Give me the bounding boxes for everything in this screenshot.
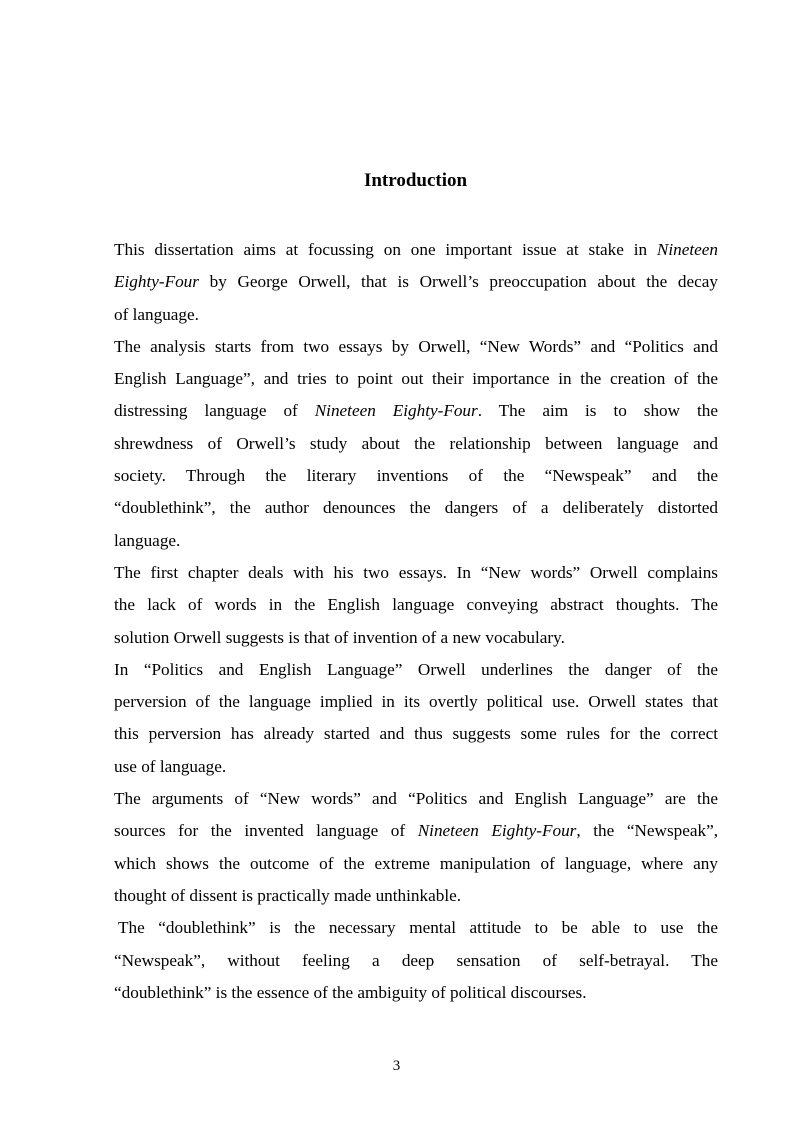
text-line <box>114 622 718 654</box>
text-line <box>114 331 718 363</box>
line-text: “Newspeak”, without feeling a deep sensation of self-betrayal. The <box>114 950 718 970</box>
text-line <box>114 783 718 815</box>
text-line <box>114 912 718 944</box>
italic-title: Nineteen <box>656 240 718 259</box>
line-text: perversion of the language implied in its overtly political use. Orwell states that <box>114 692 718 712</box>
text-line <box>114 395 718 427</box>
line-text: this perversion has already started and thus suggests some rules for the correct <box>114 724 718 744</box>
text-line <box>114 557 718 589</box>
line-text: , the “Newspeak”, <box>576 821 719 841</box>
line-text: The arguments of “New words” and “Politics and English Language” are the <box>114 789 718 809</box>
text-line <box>114 718 718 750</box>
line-text: language. <box>114 530 181 550</box>
italic-title: Nineteen Eighty-Four <box>417 821 577 841</box>
text-line <box>114 428 718 460</box>
line-text: the lack of words in the English language conveying abstract thoughts. The <box>114 595 718 615</box>
text-line <box>114 492 718 524</box>
line-text: which shows the outcome of the extreme manipulation of language, where any <box>114 853 718 873</box>
page-number: 3 <box>392 1058 401 1074</box>
line-text: . The aim is to show the <box>477 401 718 421</box>
line-text: “doublethink”, the author denounces the dangers of a deliberately distorted <box>114 498 718 518</box>
line-text: This dissertation aims at focussing on one important issue at stake in <box>114 240 657 259</box>
text-line <box>114 686 718 718</box>
text-line <box>114 363 718 395</box>
line-text: shrewdness of Orwell’s study about the relationship between language and <box>114 433 718 453</box>
line-text: by George Orwell, that is Orwell’s preoccupation about the decay <box>198 272 718 292</box>
text-line <box>114 880 718 912</box>
text-line <box>114 848 718 880</box>
text-line <box>114 654 718 686</box>
line-text: “doublethink” is the essence of the ambiguity of political discourses. <box>114 982 587 1002</box>
text-line <box>114 266 718 298</box>
line-text: The “doublethink” is the necessary mental attitude to be able to use the <box>118 918 718 938</box>
line-text: In “Politics and English Language” Orwell underlines the danger of the <box>114 659 718 679</box>
line-text: of language. <box>114 304 199 324</box>
text-line <box>114 815 718 847</box>
line-text: The first chapter deals with his two essays. In “New words” Orwell complains <box>114 562 718 582</box>
text-line <box>114 234 718 266</box>
text-line <box>114 977 718 1009</box>
body-text <box>114 234 718 1009</box>
line-text: distressing language of <box>114 401 315 421</box>
text-line <box>114 945 718 977</box>
line-text: English Language”, and tries to point out their importance in the creation of the <box>114 369 718 389</box>
line-text: thought of dissent is practically made unthinkable. <box>114 885 462 905</box>
page-title: Introduction <box>363 170 468 191</box>
line-text: The analysis starts from two essays by Orwell, “New Words” and “Politics and <box>114 336 718 356</box>
line-text: society. Through the literary inventions of the “Newspeak” and the <box>114 466 718 486</box>
text-line <box>114 299 718 331</box>
text-line <box>114 751 718 783</box>
text-line <box>114 525 718 557</box>
line-text: sources for the invented language of <box>114 821 418 841</box>
text-line <box>114 589 718 621</box>
italic-title: Nineteen Eighty-Four <box>314 401 478 421</box>
line-text: use of language. <box>114 756 227 776</box>
text-line <box>114 460 718 492</box>
line-text: solution Orwell suggests is that of invention of a new vocabulary. <box>114 627 565 647</box>
italic-title: Eighty-Four <box>114 272 199 292</box>
